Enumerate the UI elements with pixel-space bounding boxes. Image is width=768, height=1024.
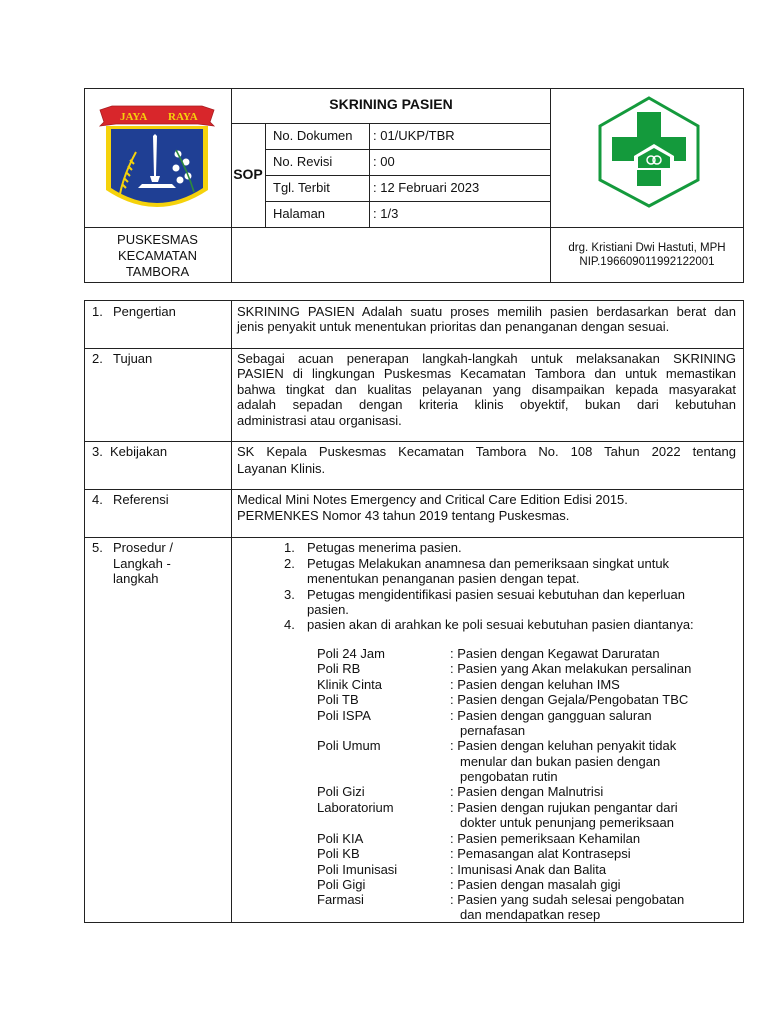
poli-name: Poli Imunisasi <box>317 862 398 877</box>
section-2-line-3: bahwa tingkat dan kualitas pelayanan yang disampaikan kepada masyarakat <box>237 382 736 397</box>
meta-label-terbit: Tgl. Terbit <box>273 180 330 195</box>
section-4-line-1: Medical Mini Notes Emergency and Critical Care Edition Edisi 2015. <box>237 492 628 507</box>
section-3-label: Kebijakan <box>110 444 168 459</box>
section-5-label-line-2: Langkah - <box>113 556 171 571</box>
puskesmas-logo-icon <box>594 94 704 210</box>
section-3-num: 3. <box>92 444 103 459</box>
page-title: SKRINING PASIEN <box>329 96 453 112</box>
section-2-line-2: PASIEN di lingkungan Puskesmas Kecamatan Tambora dan untuk memastikan <box>237 366 736 381</box>
poli-desc: : Pasien dengan Kegawat Daruratan <box>450 646 660 661</box>
poli-desc-cont: menular dan bukan pasien dengan <box>460 754 661 769</box>
section-3-line-2: Layanan Klinis. <box>237 461 326 476</box>
section-5-label-line-3: langkah <box>113 571 159 586</box>
poli-name: Poli KB <box>317 846 360 861</box>
signer-nip: NIP.196609011992122001 <box>579 256 715 268</box>
step-3-line-1: Petugas mengidentifikasi pasien sesuai kebutuhan dan keperluan <box>307 587 685 602</box>
poli-desc: : Imunisasi Anak dan Balita <box>450 862 607 877</box>
section-1-line-2: jenis penyakit untuk menentukan prioritas dan penanganan dengan sesuai. <box>237 319 670 334</box>
signer-name: drg. Kristiani Dwi Hastuti, MPH <box>568 242 726 254</box>
poli-desc: : Pasien dengan keluhan IMS <box>450 677 620 692</box>
section-5-label-line-1: Prosedur / <box>113 540 173 555</box>
poli-desc-cont: pernafasan <box>460 723 526 738</box>
section-1-line-1: SKRINING PASIEN Adalah suatu proses memilih pasien berdasarkan berat dan <box>237 304 736 319</box>
step-1-line-1: Petugas menerima pasien. <box>307 540 462 555</box>
poli-desc: : Pemasangan alat Kontrasepsi <box>450 846 631 861</box>
poli-name: Poli Gigi <box>317 877 366 892</box>
meta-label-halaman: Halaman <box>273 206 326 221</box>
meta-value-dokumen: : 01/UKP/TBR <box>373 128 455 143</box>
poli-desc: : Pasien pemeriksaan Kehamilan <box>450 831 641 846</box>
step-2-line-2: menentukan penanganan pasien dengan tepat. <box>307 571 580 586</box>
meta-value-terbit: : 12 Februari 2023 <box>373 180 480 195</box>
section-1-label: Pengertian <box>113 304 176 319</box>
step-4-num: 4. <box>284 617 295 632</box>
meta-value-revisi: : 00 <box>373 154 395 169</box>
poli-desc: : Pasien dengan Malnutrisi <box>450 784 604 799</box>
section-3-line-1: SK Kepala Puskesmas Kecamatan Tambora No. 108 Tahun 2022 tentang <box>237 444 736 459</box>
poli-name: Poli TB <box>317 692 359 707</box>
sop-label: SOP <box>233 166 263 182</box>
poli-name: Poli ISPA <box>317 708 371 723</box>
poli-name: Laboratorium <box>317 800 394 815</box>
poli-name: Poli Gizi <box>317 784 365 799</box>
section-4-num: 4. <box>92 492 103 507</box>
section-5-num: 5. <box>92 540 103 555</box>
logo-text-jaya: JAYA <box>120 111 148 123</box>
poli-desc: : Pasien dengan keluhan penyakit tidak <box>450 738 677 753</box>
poli-name: Farmasi <box>317 892 364 907</box>
step-2-num: 2. <box>284 556 295 571</box>
org-name-line-3: TAMBORA <box>125 264 190 279</box>
section-2-label: Tujuan <box>113 351 153 366</box>
poli-desc: : Pasien dengan gangguan saluran <box>450 708 652 723</box>
meta-label-dokumen: No. Dokumen <box>273 128 353 143</box>
meta-label-revisi: No. Revisi <box>273 154 333 169</box>
org-name-line-2: KECAMATAN <box>118 248 197 263</box>
logo-text-raya: RAYA <box>168 111 198 123</box>
poli-desc: : Pasien dengan Gejala/Pengobatan TBC <box>450 692 689 707</box>
poli-name: Poli KIA <box>317 831 364 846</box>
org-name-line-1: PUSKESMAS <box>117 232 198 247</box>
poli-desc: : Pasien dengan masalah gigi <box>450 877 621 892</box>
step-3-num: 3. <box>284 587 295 602</box>
poli-desc-cont: dokter untuk penunjang pemeriksaan <box>460 815 674 830</box>
poli-name: Poli RB <box>317 661 361 676</box>
section-1-num: 1. <box>92 304 103 319</box>
poli-name: Poli Umum <box>317 738 381 753</box>
section-4-label: Referensi <box>113 492 169 507</box>
poli-desc: : Pasien yang Akan melakukan persalinan <box>450 661 692 676</box>
section-4-line-2: PERMENKES Nomor 43 tahun 2019 tentang Puskesmas. <box>237 508 570 523</box>
section-2-num: 2. <box>92 351 103 366</box>
section-2-line-5: administrasi atau organisasi. <box>237 413 402 428</box>
step-3-line-2: pasien. <box>307 602 349 617</box>
meta-value-halaman: : 1/3 <box>373 206 399 221</box>
step-2-line-1: Petugas Melakukan anamnesa dan pemeriksaan singkat untuk <box>307 556 670 571</box>
poli-desc: : Pasien yang sudah selesai pengobatan <box>450 892 685 907</box>
step-4-line-1: pasien akan di arahkan ke poli sesuai kebutuhan pasien diantanya: <box>307 617 694 632</box>
poli-desc: : Pasien dengan rujukan pengantar dari <box>450 800 678 815</box>
jaya-raya-logo-icon <box>98 104 216 216</box>
step-1-num: 1. <box>284 540 295 555</box>
section-2-line-4: adalah sepadan dengan kriteria klinis obyektif, bukan dari kebutuhan <box>237 397 736 412</box>
poli-name: Poli 24 Jam <box>317 646 385 661</box>
poli-name: Klinik Cinta <box>317 677 383 692</box>
poli-desc-cont: dan mendapatkan resep <box>460 907 601 922</box>
section-2-line-1: Sebagai acuan penerapan langkah-langkah untuk melaksanakan SKRINING <box>237 351 736 366</box>
poli-desc-cont: pengobatan rutin <box>460 769 558 784</box>
